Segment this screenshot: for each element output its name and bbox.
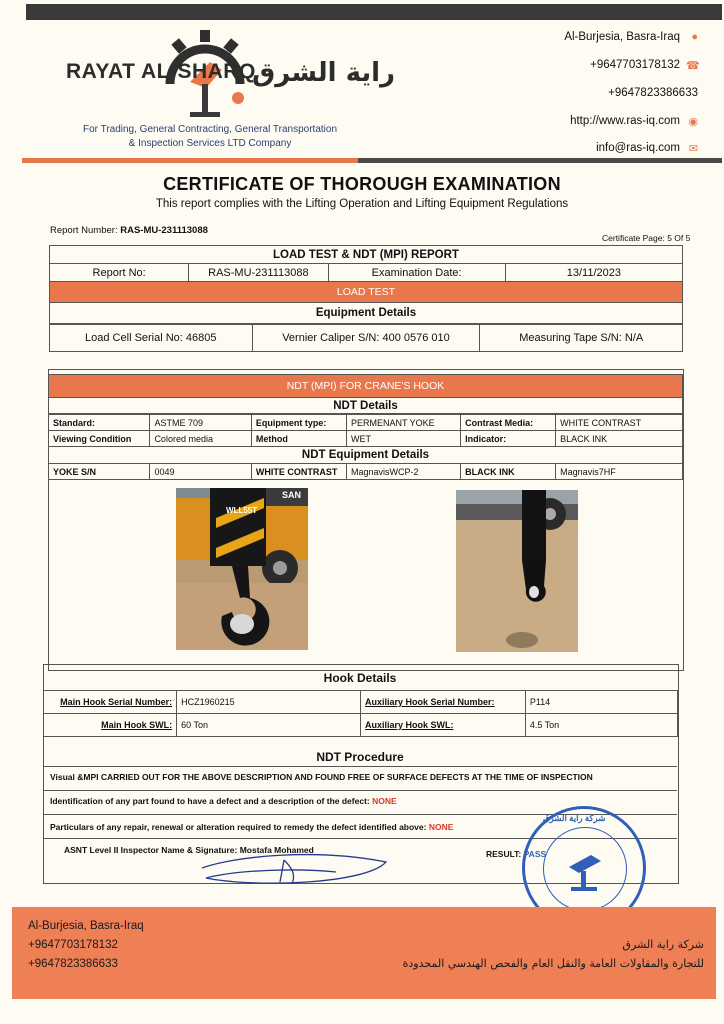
globe-icon: ◉ — [688, 116, 698, 128]
black-ink-value: Magnavis7HF — [556, 464, 683, 480]
certificate-title: CERTIFICATE OF THOROUGH EXAMINATION — [163, 174, 561, 194]
hook-details-heading: Hook Details — [323, 671, 397, 685]
method-value: WET — [346, 431, 460, 447]
header-divider-dark — [358, 158, 722, 163]
aux-hook-swl-value: 4.5 Ton — [525, 714, 677, 737]
footer — [12, 907, 716, 999]
ndt-parameters-table — [48, 414, 683, 480]
load-test-heading: LOAD TEST & NDT (MPI) REPORT — [50, 246, 683, 264]
location-pin-icon: ● — [691, 31, 698, 43]
report-no-value: RAS-MU-231113088 — [189, 264, 328, 282]
aux-hook-swl-label: Auxiliary Hook SWL: — [360, 714, 525, 737]
report-no-label: Report No: — [50, 264, 189, 282]
ndt-equipment-heading: NDT Equipment Details — [49, 447, 683, 464]
result-line: RESULT: PASS — [486, 849, 547, 859]
certificate-page: Certificate Page: 5 Of 5 — [602, 233, 691, 243]
indicator-value: BLACK INK — [556, 431, 683, 447]
yoke-value: 0049 — [150, 464, 251, 480]
standard-label: Standard: — [49, 415, 150, 431]
viewing-condition-value: Colored media — [150, 431, 251, 447]
procedure-statement: Visual &MPI CARRIED OUT FOR THE ABOVE DESCRIPTION AND FOUND FREE OF SURFACE DEFECTS AT THE TIME OF INSPECTION — [50, 772, 593, 782]
hook-photo-2 — [456, 490, 578, 652]
envelope-icon: ✉ — [688, 143, 698, 155]
header-divider-orange — [22, 158, 358, 163]
header-email[interactable]: info@ras-iq.com ✉ — [596, 142, 698, 155]
header-phone-1: +9647703178132 ☎ — [590, 59, 700, 72]
load-cell-serial: Load Cell Serial No: 46805 — [50, 325, 253, 352]
ndt-details-table — [48, 374, 683, 414]
indicator-label: Indicator: — [461, 431, 556, 447]
ndt-procedure-heading: NDT Procedure — [316, 750, 404, 764]
inspector-line: ASNT Level II Inspector Name & Signature: Mostafa Mohamed — [64, 845, 314, 855]
footer-arabic: شركة راية الشرق للتجارة والمقاولات العامة والنقل العام والفحص الهندسي المحدودة — [402, 938, 704, 970]
load-test-bar: LOAD TEST — [50, 282, 683, 303]
equipment-type-label: Equipment type: — [251, 415, 346, 431]
report-number-line: Report Number: RAS-MU-231113088 — [50, 225, 208, 236]
method-label: Method — [251, 431, 346, 447]
header-website[interactable]: http://www.ras-iq.com ◉ — [570, 115, 698, 128]
load-test-equipment-table — [49, 324, 683, 352]
repair-particulars: Particulars of any repair, renewal or alteration required to remedy the defect identified above: NONE — [50, 822, 454, 832]
defect-identification: Identification of any part found to have a defect and a description of the defect: NONE — [50, 796, 397, 806]
exam-date-value: 13/11/2023 — [505, 264, 682, 282]
contrast-media-label: Contrast Media: — [461, 415, 556, 431]
main-hook-swl-value: 60 Ton — [177, 714, 361, 737]
equipment-details-heading: Equipment Details — [50, 303, 683, 324]
vernier-caliper-serial: Vernier Caliper S/N: 400 0576 010 — [252, 325, 480, 352]
measuring-tape-serial: Measuring Tape S/N: N/A — [480, 325, 683, 352]
footer-contacts: Al-Burjesia, Basra-Iraq +9647703178132 +9647823386633 — [28, 920, 144, 970]
equipment-type-value: PERMENANT YOKE — [346, 415, 460, 431]
aux-hook-serial-label: Auxiliary Hook Serial Number: — [360, 691, 525, 714]
white-contrast-value: MagnavisWCP-2 — [346, 464, 460, 480]
standard-value: ASTME 709 — [150, 415, 251, 431]
yoke-label: YOKE S/N — [49, 464, 150, 480]
aux-hook-serial-value: P114 — [525, 691, 677, 714]
certificate-subtitle: This report complies with the Lifting Operation and Lifting Equipment Regulations — [155, 198, 569, 210]
photo-wll-label: WLL55T — [226, 506, 258, 515]
stamp-text-arabic: شركة راية الشرق — [543, 813, 606, 823]
white-contrast-label: WHITE CONTRAST — [251, 464, 346, 480]
brand-name-arabic: راية الشرق — [252, 58, 396, 88]
contrast-media-value: WHITE CONTRAST — [556, 415, 683, 431]
load-test-table — [49, 245, 683, 324]
header-phone-2: +9647823386633 — [608, 87, 698, 100]
main-hook-serial-value: HCZ1960215 — [177, 691, 361, 714]
viewing-condition-label: Viewing Condition — [49, 431, 150, 447]
hook-photo-1 — [176, 488, 308, 650]
black-ink-label: BLACK INK — [461, 464, 556, 480]
telephone-icon: ☎ — [686, 60, 700, 72]
header-address: Al-Burjesia, Basra-Iraq ● — [564, 31, 698, 44]
hook-details-table — [43, 690, 678, 737]
company-tagline: For Trading, General Contracting, General Transportation & Inspection Services LTD Company — [82, 124, 338, 149]
photo-brand-label: SAN — [282, 490, 302, 500]
exam-date-label: Examination Date: — [328, 264, 505, 282]
main-hook-swl-label: Main Hook SWL: — [44, 714, 177, 737]
ndt-bar: NDT (MPI) FOR CRANE'S HOOK — [49, 375, 683, 398]
inspector-signature — [196, 838, 396, 890]
brand-name: RAYAT AL-SHARQ — [66, 60, 256, 83]
ndt-details-heading: NDT Details — [49, 398, 683, 414]
top-bar — [26, 4, 722, 20]
main-hook-serial-label: Main Hook Serial Number: — [44, 691, 177, 714]
